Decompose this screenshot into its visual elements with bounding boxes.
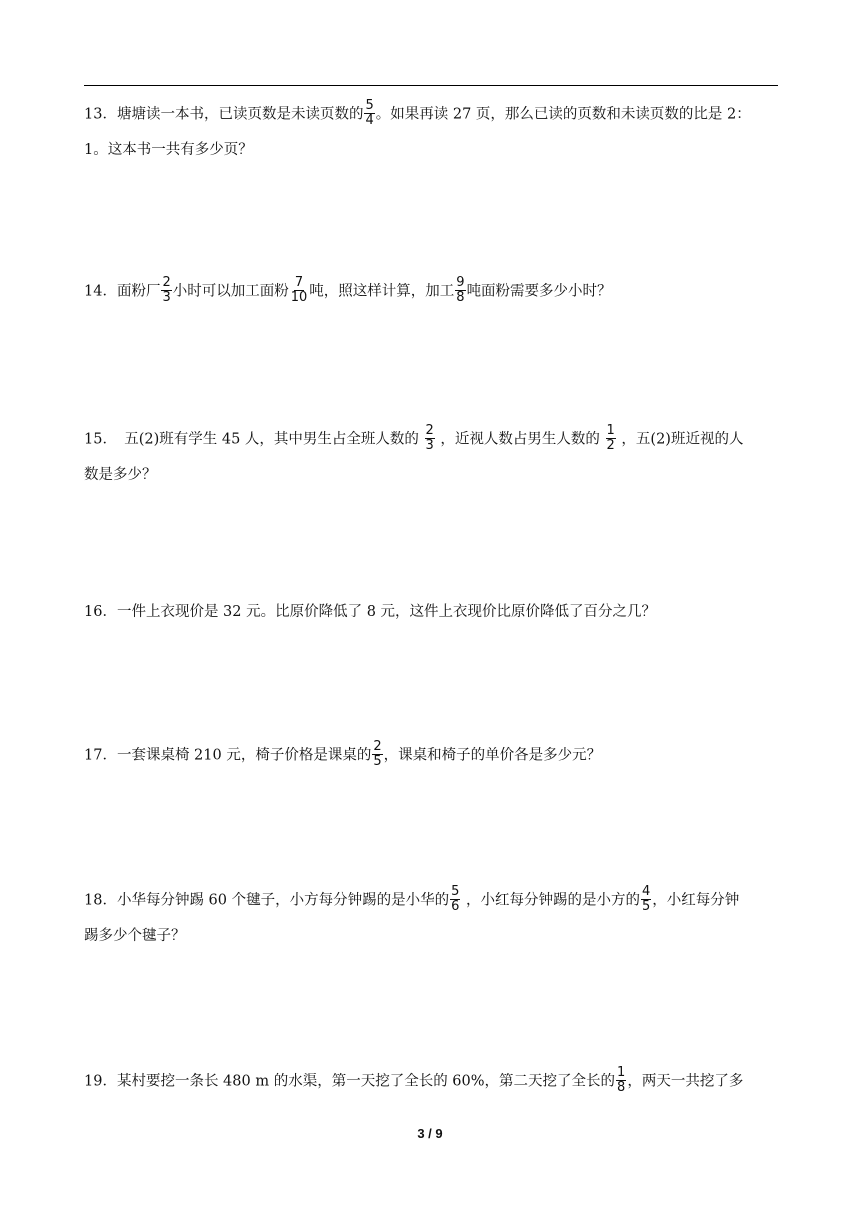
question-text: ，近视人数占男生人数的	[435, 431, 605, 448]
fraction: $\frac{2}{3}$	[425, 423, 434, 453]
question-15-line-1	[84, 425, 743, 454]
question-18-line-2: 踢多少个毽子？	[84, 928, 186, 944]
question-13-line-2: 1。这本书一共有多少页？	[84, 142, 253, 158]
question-text: ，课桌和椅子的单价各是多少元？	[383, 747, 602, 764]
fraction: $\frac{1}{2}$	[606, 423, 615, 453]
fraction: $\frac{5}{4}$	[365, 98, 374, 128]
page-number: 3 / 9	[417, 1126, 443, 1141]
question-13-line-1	[84, 100, 751, 129]
fraction: $\frac{7}{10}$	[290, 275, 308, 305]
question-text: 。如果再读 27 页，那么已读的页数和未读页数的比是 2：	[375, 106, 751, 123]
fraction: $\frac{5}{6}$	[451, 884, 460, 914]
question-18-line-1	[84, 886, 739, 915]
question-text: 14．面粉厂	[84, 283, 161, 300]
question-text: 18．小华每分钟踢 60 个毽子，小方每分钟踢的是小华的	[84, 892, 450, 909]
question-text: ，小红每分钟踢的是小方的	[461, 892, 641, 909]
fraction: $\frac{1}{8}$	[617, 1065, 626, 1095]
question-19-line-1	[84, 1067, 743, 1096]
question-text: ，两天一共挖了多	[627, 1073, 744, 1090]
question-16-line-1: 16．一件上衣现价是 32 元。比原价降低了 8 元，这件上衣现价比原价降低了百分之几？	[84, 604, 657, 620]
question-17-line-1	[84, 741, 601, 770]
fraction: $\frac{4}{5}$	[642, 884, 651, 914]
question-text: 17．一套课桌椅 210 元，椅子价格是课桌的	[84, 747, 372, 764]
header-rule	[84, 85, 778, 86]
question-text: 小时可以加工面粉	[172, 283, 289, 300]
fraction: $\frac{2}{3}$	[162, 275, 171, 305]
fraction: $\frac{2}{5}$	[373, 739, 382, 769]
question-text: 吨面粉需要多少小时？	[466, 283, 612, 300]
question-text: 吨，照这样计算，加工	[309, 283, 455, 300]
question-text: ，五(2)班近视的人	[616, 431, 744, 448]
question-text: 13．塘塘读一本书，已读页数是未读页数的	[84, 106, 364, 123]
fraction: $\frac{9}{8}$	[456, 275, 465, 305]
question-15-line-2: 数是多少？	[84, 467, 157, 483]
question-text: ，小红每分钟	[652, 892, 740, 909]
question-text: 15． 五(2)班有学生 45 人，其中男生占全班人数的	[84, 431, 424, 448]
question-text: 19．某村要挖一条长 480 m 的水渠，第一天挖了全长的 60%，第二天挖了全长的	[84, 1073, 616, 1090]
question-14-line-1	[84, 277, 612, 306]
